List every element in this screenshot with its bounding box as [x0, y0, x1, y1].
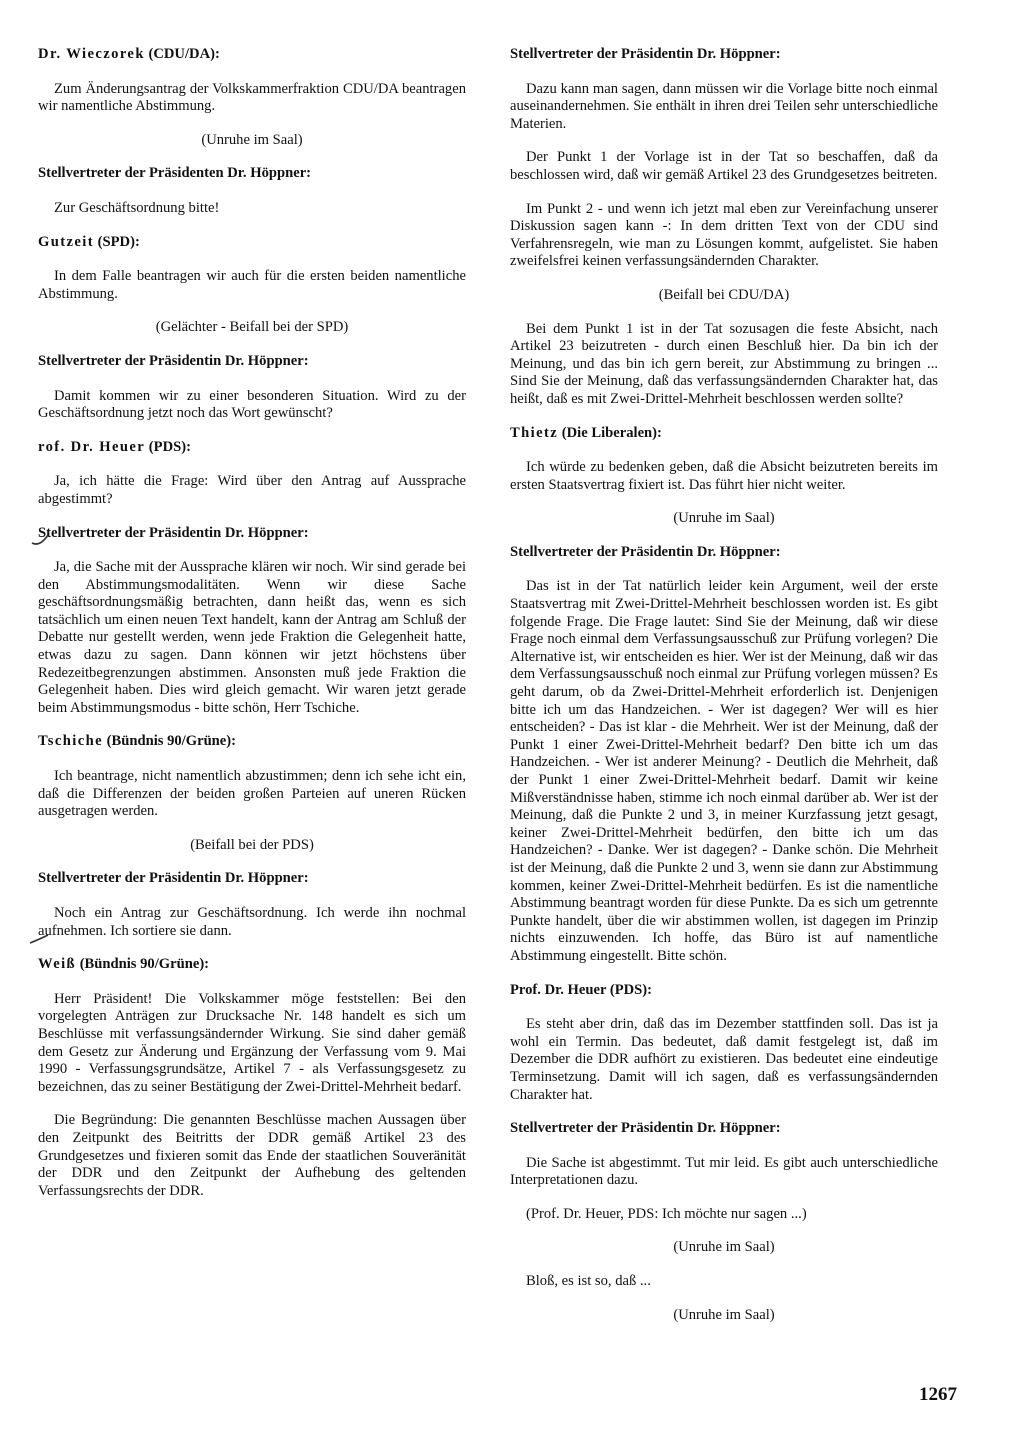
speaker-heading	[38, 353, 466, 371]
speech-paragraph: Im Punkt 2 - und wenn ich jetzt mal eben zur Vereinfachung unserer Diskussion sagen kann -: In dem dritten Text von der CDU sind Verfahrensregeln, wie man zu Lösungen kommt, aufgelistet. Sie haben zweifelsfrei keinen verfassungsändernden Charakter.	[510, 200, 938, 270]
interjection-remark: (Gelächter - Beifall bei der SPD)	[155, 319, 349, 336]
speaker-role: Prof. Dr. Heuer (PDS):	[510, 981, 652, 998]
speaker-role: (CDU/DA):	[144, 46, 220, 62]
speaker-name: Weiß	[38, 956, 77, 973]
interjection-remark: (Unruhe im Saal)	[201, 131, 303, 148]
interjection-remark: (Unruhe im Saal)	[673, 510, 775, 527]
speech-paragraph: Das ist in der Tat natürlich leider kein Argument, weil der erste Staatsvertrag mit Zwei-Drittel-Mehrheit beschlossen worden ist. Es gibt folgende Frage. Die Frage lautet: Sind Sie der Meinung, daß wir diese Frage noch einmal dem Verfassungsausschuß zur Prüfung vorlegen? Die Alternative ist, wir entscheiden es hier. Wer ist der Meinung, daß wir das dem Verfassungsausschuß noch einmal zur Prüfung vorlegen müssen? Es geht darum, ob da Zwei-Drittel-Mehrheit erforderlich ist. Denjenigen bitte ich um das Handzeichen. - Wer ist dagegen? Wer will es hier entscheiden? - Das ist klar - die Mehrheit. Wer ist der Meinung, daß der Punkt 1 einer Zwei-Drittel-Mehrheit bedarf? Den bitte ich um das Handzeichen. - Wer ist anderer Meinung? - Deutlich die Mehrheit, daß der Punkt 1 einer Zwei-Drittel-Mehrheit bedarf. Damit wir keine Mißverständnisse haben, stimme ich noch einmal darüber ab. Wer ist der Meinung, daß die Punkte 2 und 3, in meiner Kurzfassung jetzt gesagt, keiner Zwei-Drittel-Mehrheit bedürfen, den bitte ich um das Handzeichen? - Danke. Wer ist dagegen? - Danke schön. Die Mehrheit ist der Meinung, daß die Punkte 2 und 3, wenn sie dann zur Abstimmung kommen, keiner Zwei-Drittel-Mehrheit bedürfen. Es ist die namentliche Abstimmung beantragt worden für diese Punkte. Da es sich um getrennte Punkte handelt, über die wir abstimmen wollen, ist dagegen im Prinzip nichts einzuwenden. Ich hoffe, das Büro ist auf namentliche Abstimmung eingestellt. Bitte schön.	[510, 578, 938, 964]
speech-paragraph: Bei dem Punkt 1 ist in der Tat sozusagen die feste Absicht, nach Artikel 23 beizutreten - durch einen Beschluß hier. Da bin ich der Meinung, und das bin ich gern bereit, zur Abstimmung zu bringen ... Sind Sie der Meinung, daß das verfassungsändernden Charakter hat, das heißt, daß es mit Zwei-Drittel-Mehrheit beschlossen werden sollte?	[510, 320, 938, 407]
speaker-heading	[38, 956, 466, 974]
speaker-heading	[38, 165, 466, 183]
speaker-heading	[38, 870, 466, 888]
speech-paragraph: Damit kommen wir zu einer besonderen Situation. Wird zu der Geschäftsordnung jetzt noch das Wort gewünscht?	[38, 387, 466, 422]
interjection-remark: (Beifall bei der PDS)	[190, 836, 314, 853]
speaker-name: Thietz	[510, 424, 559, 441]
speaker-heading	[510, 544, 938, 562]
speech-paragraph: Es steht aber drin, daß das im Dezember stattfinden soll. Das ist ja wohl ein Termin. Das bedeutet, daß damit festgelegt ist, daß im Dezember die DDR aufhört zu existieren. Das bedeutet eine eindeutige Terminsetzung. Damit will ich sagen, daß es verfassungsändernden Charakter hat.	[510, 1016, 938, 1103]
speaker-role: Stellvertreter der Präsidentin Dr. Höppner:	[510, 46, 781, 62]
speaker-role: Stellvertreter der Präsidenten Dr. Höppner:	[38, 165, 312, 182]
speaker-heading	[510, 425, 938, 443]
page-number: 1267	[919, 1384, 957, 1405]
speaker-name: Gutzeit	[38, 233, 94, 250]
speaker-heading	[510, 982, 938, 1000]
speaker-role: Stellvertreter der Präsidentin Dr. Höppner:	[38, 352, 309, 369]
speech-paragraph: Bloß, es ist so, daß ...	[526, 1273, 651, 1290]
speech-paragraph: Der Punkt 1 der Vorlage ist in der Tat so beschaffen, daß da beschlossen wird, daß wir gemäß Artikel 23 des Grundgesetzes beitreten.	[510, 149, 938, 183]
speaker-role: Stellvertreter der Präsidentin Dr. Höppner:	[510, 543, 781, 560]
speaker-heading	[38, 733, 466, 751]
speaker-heading	[510, 1120, 938, 1138]
speech-paragraph: Herr Präsident! Die Volkskammer möge feststellen: Bei den vorgelegten Anträgen zur Drucksache Nr. 148 handelt es sich um Beschlüsse mit verfassungsändernder Wirkung. Sie sind daher gemäß dem Gesetz zur Änderung und Ergänzung der Verfassung vom 9. Mai 1990 - Verfassungsgrundsätze, Artikel 7 - als Verfassungsgesetz zu bezeichnen, das zu seiner Bestätigung der Zwei-Drittel-Mehrheit bedarf.	[38, 990, 466, 1095]
speaker-name: rof. Dr. Heuer	[38, 438, 146, 455]
speaker-name: Dr. Wieczorek	[38, 46, 145, 62]
speaker-heading	[38, 439, 466, 457]
interjection-remark: (Unruhe im Saal)	[673, 1306, 775, 1323]
interjection-remark: (Prof. Dr. Heuer, PDS: Ich möchte nur sagen ...)	[526, 1205, 807, 1222]
speaker-role: (Bündnis 90/Grüne):	[103, 733, 236, 750]
margin-mark-2	[28, 929, 52, 949]
speaker-role: (PDS):	[145, 438, 191, 455]
margin-mark-1	[30, 525, 52, 549]
speaker-heading	[38, 46, 466, 64]
interjection-remark: (Beifall bei CDU/DA)	[658, 286, 790, 303]
speech-paragraph: Die Sache ist abgestimmt. Tut mir leid. Es gibt auch unterschiedliche Interpretationen dazu.	[510, 1154, 938, 1189]
speech-paragraph: Dazu kann man sagen, dann müssen wir die Vorlage bitte noch einmal auseinandernehmen. Sie enthält in ihren drei Teilen sehr unterschiedliche Materien.	[510, 80, 938, 132]
speech-paragraph: Die Begründung: Die genannten Beschlüsse machen Aussagen über den Zeitpunkt des Beitritts der DDR gemäß Artikel 23 des Grundgesetzes und fixieren somit das Ende der staatlichen Souveränität der DDR und den Zeitpunkt der Aufhebung des geltenden Verfassungsrechts der DDR.	[38, 1112, 466, 1199]
speech-paragraph: Ja, ich hätte die Frage: Wird über den Antrag auf Aussprache abgestimmt?	[38, 473, 466, 507]
speech-paragraph: In dem Falle beantragen wir auch für die ersten beiden namentliche Abstimmung.	[38, 268, 466, 302]
speaker-heading	[38, 234, 466, 252]
speaker-heading	[510, 46, 938, 64]
speaker-role: Stellvertreter der Präsidentin Dr. Höppner:	[510, 1120, 781, 1137]
speech-paragraph: Ja, die Sache mit der Aussprache klären wir noch. Wir sind gerade bei den Abstimmungsmodalitäten. Wenn wir diese Sache geschäftsordnungsmäßig betrachten, dann heißt das, wenn es sich tatsächlich um einen neuen Text handelt, kann der Antrag am Schluß der Debatte nur gestellt werden, wenn jede Fraktion die Gelegenheit hatte, etwas dazu zu sagen. Dann können wir jetzt höchstens über Redezeitbegrenzungen abstimmen. Ansonsten muß jede Fraktion die Gelegenheit haben. Dies wird gleich gemacht. Wir waren jetzt gerade beim Abstimmungsmodus - bitte schön, Herr Tschiche.	[38, 559, 466, 716]
right-column	[510, 46, 938, 1340]
interjection-remark: (Unruhe im Saal)	[673, 1239, 775, 1256]
speaker-role: (Die Liberalen):	[558, 424, 662, 441]
speaker-role: Stellvertreter der Präsidentin Dr. Höppner:	[38, 524, 309, 541]
speech-paragraph: Ich beantrage, nicht namentlich abzustimmen; denn ich sehe icht ein, daß die Differenzen der beiden großen Parteien auf uneren Rücken ausgetragen werden.	[38, 768, 466, 820]
speaker-heading	[38, 525, 466, 543]
speaker-role: (SPD):	[94, 233, 140, 250]
speaker-role: (Bündnis 90/Grüne):	[76, 956, 210, 973]
speech-paragraph: Noch ein Antrag zur Geschäftsordnung. Ich werde ihn nochmal aufnehmen. Ich sortiere sie dann.	[38, 905, 466, 939]
left-column	[38, 46, 466, 1216]
speech-paragraph: Ich würde zu bedenken geben, daß die Absicht beizutreten bereits im ersten Staatsvertrag fixiert ist. Das führt hier nicht weiter.	[510, 459, 938, 493]
speaker-name: Tschiche	[38, 733, 103, 750]
speech-paragraph: Zur Geschäftsordnung bitte!	[54, 199, 220, 216]
speech-paragraph: Zum Änderungsantrag der Volkskammerfraktion CDU/DA beantragen wir namentliche Abstimmung.	[38, 80, 466, 115]
speaker-role: Stellvertreter der Präsidentin Dr. Höppner:	[38, 870, 309, 887]
